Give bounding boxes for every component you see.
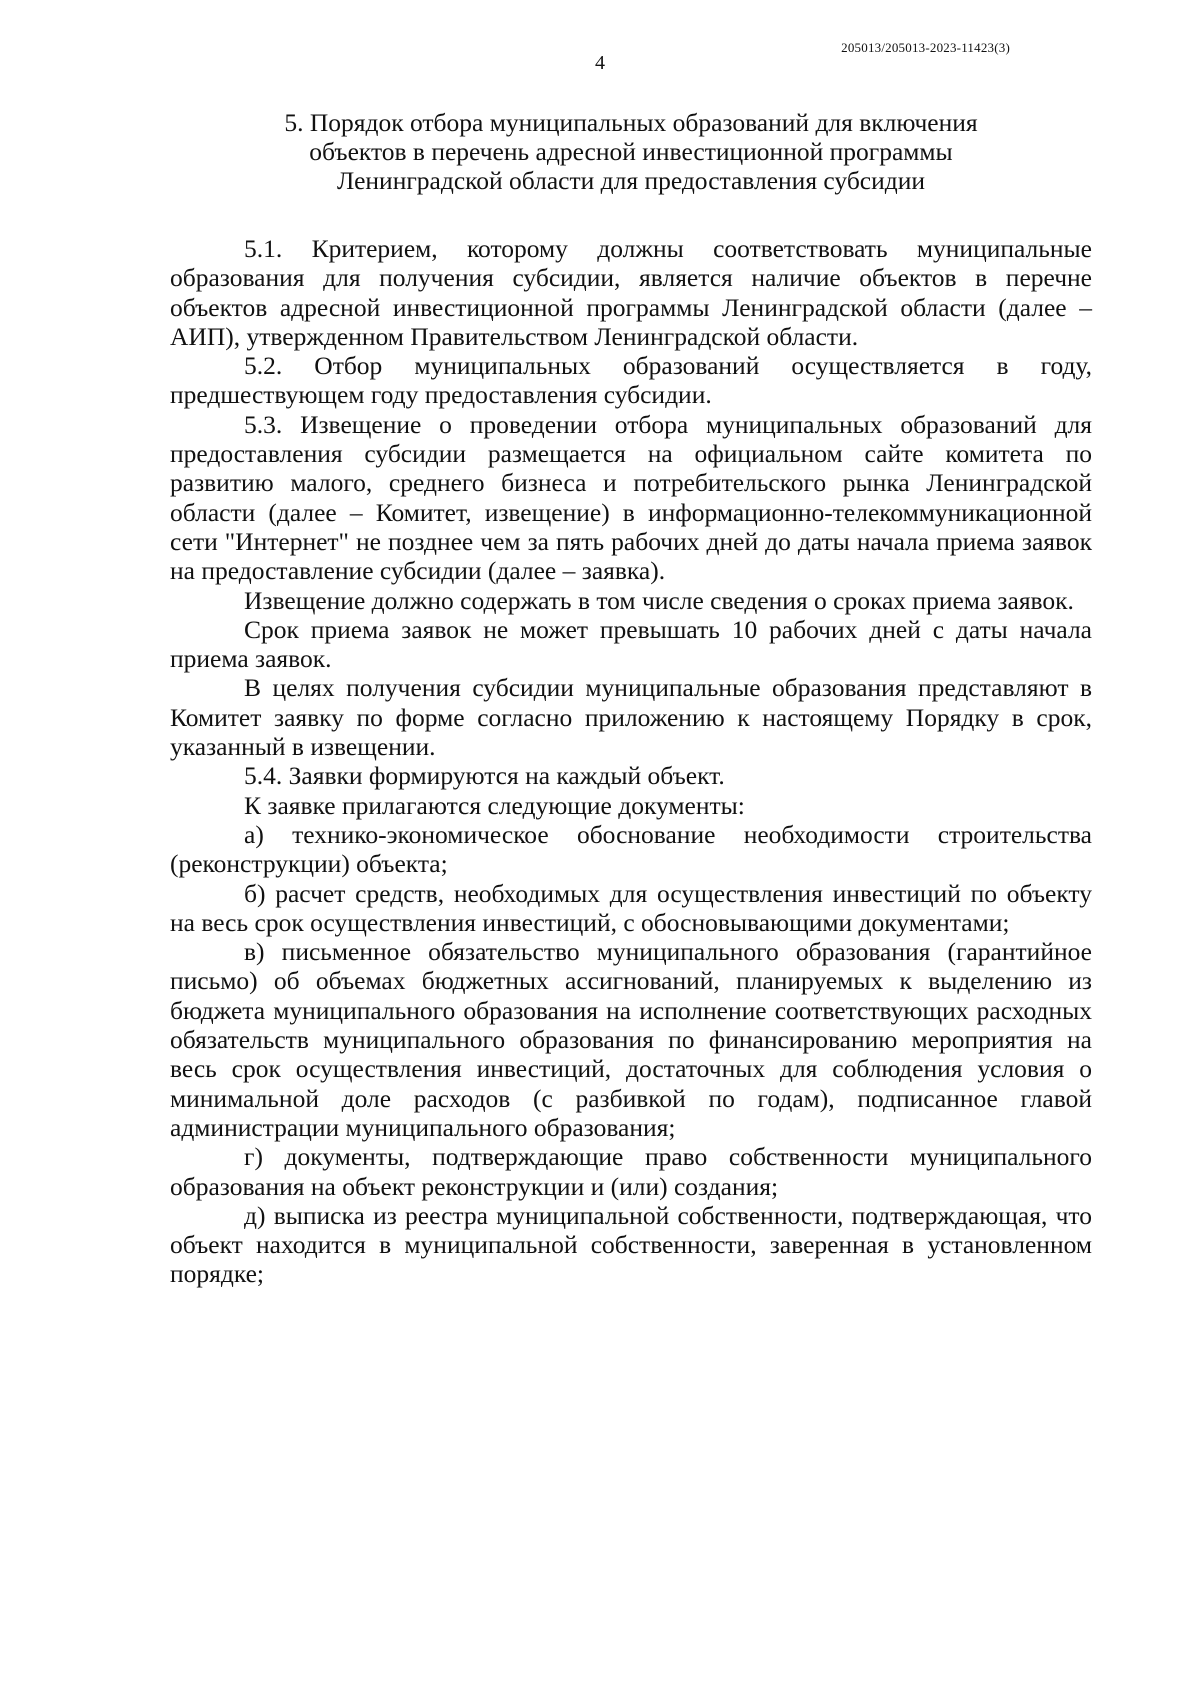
paragraph-notice-content: Извещение должно содержать в том числе сведения о сроках приема заявок. [244,585,1074,615]
paragraph-5-2: 5.2. Отбор муниципальных образований осуществляется в году, предшествующем году предоставления субсидии. [170,351,1092,410]
list-item-d: д) выписка из реестра муниципальной собственности, подтверждающая, что объект находится в муниципальной собственности, заверенная в установленном порядке; [170,1200,1092,1289]
paragraph-5-4: 5.4. Заявки формируются на каждый объект. [244,761,725,791]
list-item-g: г) документы, подтверждающие право собственности муниципального образования на объект реконструкции и (или) создания; [170,1142,1092,1201]
section-title [170,108,1092,195]
list-item-v: в) письменное обязательство муниципального образования (гарантийное письмо) об объемах бюджетных ассигнований, планируемых к выделению из бюджета муниципального образования на исполнение соответствующих расходных обязательств муниципального образования по финансированию мероприятия на весь срок осуществления инвестиций, достаточных для соблюдения условия о минимальной доле расходов (с разбивкой по годам), подписанное главой администрации муниципального образования; [170,937,1092,1142]
paragraph-5-1: 5.1. Критерием, которому должны соответствовать муниципальные образования для получения субсидии, является наличие объектов в перечне объектов адресной инвестиционной программы Ленинградской области (далее – АИП), утвержденном Правительством Ленинградской области. [170,234,1092,351]
list-item-b: б) расчет средств, необходимых для осуществления инвестиций по объекту на весь срок осуществления инвестиций, с обосновывающими документами; [170,878,1092,937]
section-title-line: 5. Порядок отбора муниципальных образований для включения [284,108,978,137]
paragraph-attached-documents: К заявке прилагаются следующие документы: [244,790,745,820]
list-item-a: а) технико-экономическое обоснование необходимости строительства (реконструкции) объекта; [170,819,1092,879]
document-registration-number: 205013/205013-2023-11423(3) [841,40,1010,55]
paragraph-5-3: 5.3. Извещение о проведении отбора муниципальных образований для предоставления субсидии размещается на официальном сайте комитета по развитию малого, среднего бизнеса и потребительского рынка Ленинградской области (далее – Комитет, извещение) в информационно-телекоммуникационной сети "Интернет" не позднее чем за пять рабочих дней до даты начала приема заявок на предоставление субсидии (далее – заявка). [170,409,1092,586]
document-body [170,234,1092,1289]
paragraph-application-period: Срок приема заявок не может превышать 10 рабочих дней с даты начала приема заявок. [170,614,1092,674]
paragraph-application-submission: В целях получения субсидии муниципальные образования представляют в Комитет заявку по форме согласно приложению к настоящему Порядку в срок, указанный в извещении. [170,673,1092,762]
page-number: 4 [595,52,605,74]
section-title-line: Ленинградской области для предоставления субсидии [336,166,926,195]
section-title-line: объектов в перечень адресной инвестиционной программы [309,137,953,166]
